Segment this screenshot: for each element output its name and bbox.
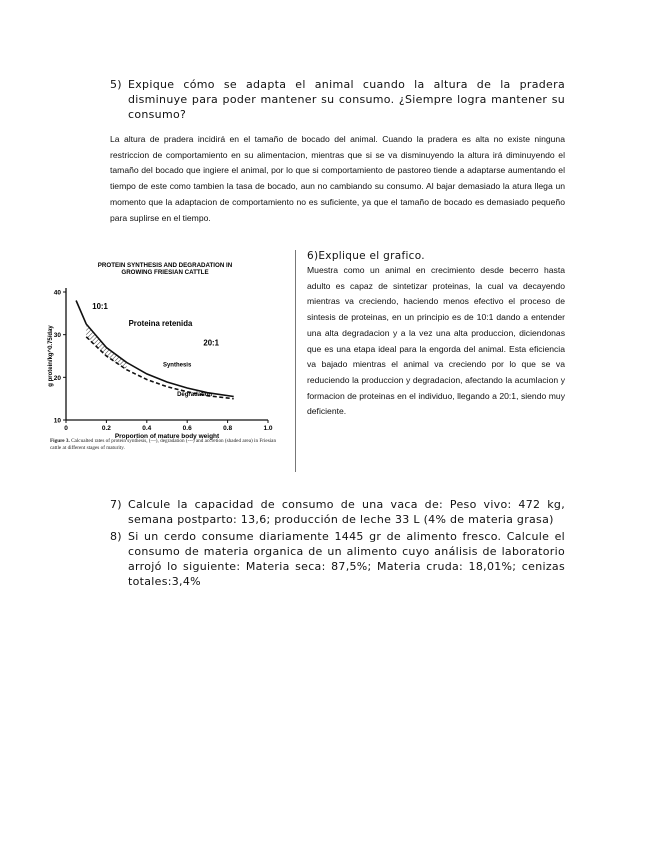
chart-annotation: 10:1 xyxy=(92,302,108,312)
answer-6: Muestra como un animal en crecimiento desde becerro hasta adulto es capaz de sintetizar proteinas, la cual va decayendo mientras va creciendo, haciendo menos efectivo el proceso de sintesis de proteinas, en un principio es de 10:1 dando a entender una alta degradacion y a la vez una alta produccion, diciendonas que es una etapa ideal para la engorda del animal. Esta eficiencia va bajado mientras el animal va creciendo por lo que se va reduciendo la produccion y degradacion, afectando la acumlacion y formacion de proteinas en el individuo, llegando a 20:1, siendo muy deficiente. xyxy=(307,265,565,417)
y-tick-label: 10 xyxy=(53,417,61,425)
question-7-number: 7) xyxy=(110,498,122,511)
chart-x-label: Proportion of mature body weight xyxy=(114,433,220,440)
question-8-text: Si un cerdo consume diariamente 1445 gr de alimento fresco. Calcule el consumo de materia organica de un alimento cuyo análisis de laboratorio arrojó lo siguiente: Materia seca: 87,5%; Materia cruda: 18,01%; cenizas totales:3,4% xyxy=(128,530,565,588)
y-tick-label: 20 xyxy=(53,374,61,382)
chart-y-label: g protein/kg^0.75/day xyxy=(48,325,54,387)
chart-title-line1: PROTEIN SYNTHESIS AND DEGRADATION IN xyxy=(97,262,233,269)
figure-divider xyxy=(295,250,296,472)
question-5-number: 5) xyxy=(110,78,122,91)
x-tick-label: 0.8 xyxy=(223,425,233,432)
x-tick-label: 0.6 xyxy=(182,425,192,432)
question-7-text: Calcule la capacidad de consumo de una vaca de: Peso vivo: 472 kg, semana postparto: 13,6; producción de leche 33 L (4% de materia grasa) xyxy=(128,498,565,526)
x-tick-label: 1.0 xyxy=(263,425,273,432)
chart-title-line2: GROWING FRIESIAN CATTLE xyxy=(121,269,209,276)
x-tick-label: 0 xyxy=(64,425,68,432)
y-tick-label: 30 xyxy=(53,332,61,340)
protein-chart xyxy=(50,256,295,441)
figure-caption xyxy=(50,438,285,451)
answer-5: La altura de pradera incidirá en el tamaño de bocado del animal. Cuando la pradera es alta no existe ninguna restriccion de comportamiento en su alimentacion, mientras que si se va disminuyendo la altura irá diminuyendo el tamaño del bocado que ingiere el animal, por lo que si comportamiento de pastoreo tiende a adaptarse aumentando el tiempo de este como tambien la tasa de bocado, aun no cambiando su consumo. Al bajar demasiado la atura llega un momento que la adaptacion de comportamiento no es suficiente, ya que el tamaño de bocado es demasiado pequeño para suplirse en el tiempo. xyxy=(110,134,565,223)
question-7 xyxy=(110,497,565,527)
figure-caption-label: Figure 3. xyxy=(50,438,70,444)
x-tick-label: 0.2 xyxy=(101,425,111,432)
question-6-title: 6)Explique el grafico. xyxy=(307,250,425,262)
x-tick-label: 0.4 xyxy=(142,425,152,432)
chart-annotation: Degradation xyxy=(177,392,213,399)
y-tick-label: 40 xyxy=(53,289,61,297)
question-8-number: 8) xyxy=(110,530,122,543)
chart-annotation: Proteina retenida xyxy=(128,319,193,329)
chart-annotation: 20:1 xyxy=(203,338,219,348)
question-5-text: Expique cómo se adapta el animal cuando la altura de la pradera disminuye para poder mantener su consumo. ¿Siempre logra mantener su consumo? xyxy=(128,78,565,121)
figure-caption-text: Calcualted rates of protein synthesis, (—), degradation (---) and accretion (shaded area) in Friesian cattle at different stages of maturity. xyxy=(50,438,277,451)
question-5 xyxy=(110,77,565,122)
chart-annotation: Synthesis xyxy=(162,362,192,369)
question-8 xyxy=(110,529,565,589)
